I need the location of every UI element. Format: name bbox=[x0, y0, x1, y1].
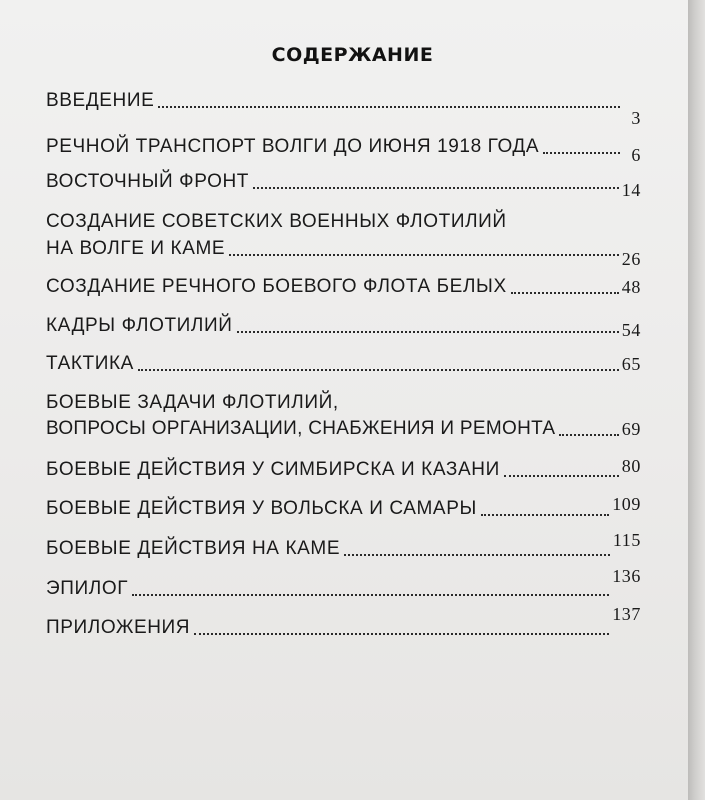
dot-leader bbox=[481, 513, 609, 516]
dot-leader bbox=[543, 151, 620, 154]
toc-entry-river-transport bbox=[46, 136, 641, 165]
dot-leader bbox=[559, 433, 618, 436]
toc-page-number: 65 bbox=[621, 354, 641, 374]
toc-entry-title: РЕЧНОЙ ТРАНСПОРТ ВОЛГИ ДО ИЮНЯ 1918 ГОДА bbox=[46, 136, 540, 157]
toc-page-number: 3 bbox=[631, 108, 641, 128]
toc-entry-kama bbox=[46, 530, 641, 560]
toc-entry-title: БОЕВЫЕ ДЕЙСТВИЯ У СИМБИРСКА И КАЗАНИ bbox=[46, 459, 500, 480]
dot-leader bbox=[344, 553, 610, 556]
dot-leader bbox=[511, 291, 619, 294]
toc-entry-white-fleet bbox=[46, 276, 641, 298]
toc-entry-simbirsk-kazan bbox=[46, 456, 641, 481]
table-of-contents bbox=[46, 90, 641, 639]
toc-page-number: 137 bbox=[612, 604, 641, 624]
toc-entry-title: БОЕВЫЕ ДЕЙСТВИЯ У ВОЛЬСКА И САМАРЫ bbox=[46, 498, 477, 519]
toc-entry-epilogue bbox=[46, 566, 641, 600]
toc-entry-volsk-samara bbox=[46, 494, 641, 520]
page-edge bbox=[688, 0, 705, 800]
toc-page-number: 48 bbox=[621, 277, 641, 297]
dot-leader bbox=[158, 105, 620, 108]
dot-leader bbox=[132, 593, 609, 596]
toc-entry-soviet-flotillas bbox=[46, 211, 641, 269]
dot-leader bbox=[138, 368, 619, 371]
toc-entry-personnel bbox=[46, 315, 641, 340]
toc-page-number: 54 bbox=[621, 320, 641, 340]
toc-entry-tactics bbox=[46, 353, 641, 375]
toc-page-number: 115 bbox=[612, 530, 641, 550]
toc-entry-title: ВВЕДЕНИЕ bbox=[46, 90, 155, 111]
toc-entry-appendices bbox=[46, 604, 641, 639]
toc-entry-title: БОЕВЫЕ ДЕЙСТВИЯ НА КАМЕ bbox=[46, 538, 341, 559]
page-title: СОДЕРЖАНИЕ bbox=[271, 44, 434, 66]
toc-entry-title: СОЗДАНИЕ РЕЧНОГО БОЕВОГО ФЛОТА БЕЛЫХ bbox=[46, 276, 507, 297]
toc-page-number: 6 bbox=[631, 145, 641, 165]
toc-page-number: 14 bbox=[621, 180, 641, 200]
dot-leader bbox=[194, 632, 609, 635]
toc-entry-title: ПРИЛОЖЕНИЯ bbox=[46, 617, 191, 638]
toc-entry-title: ТАКТИКА bbox=[46, 353, 134, 374]
toc-page-number: 109 bbox=[612, 494, 641, 514]
dot-leader bbox=[237, 330, 619, 333]
toc-entry-title-line: БОЕВЫЕ ЗАДАЧИ ФЛОТИЛИЙ, bbox=[46, 392, 339, 413]
toc-entry-title: КАДРЫ ФЛОТИЛИЙ bbox=[46, 315, 233, 336]
toc-page-number: 80 bbox=[621, 456, 641, 476]
toc-entry-title: ВОПРОСЫ ОРГАНИЗАЦИИ, СНАБЖЕНИЯ И РЕМОНТА bbox=[46, 418, 556, 439]
toc-page-number: 26 bbox=[621, 249, 641, 269]
toc-entry-title: НА ВОЛГЕ И КАМЕ bbox=[46, 238, 226, 259]
toc-page-number: 69 bbox=[621, 419, 641, 439]
dot-leader bbox=[253, 186, 619, 189]
toc-entry-combat-tasks bbox=[46, 392, 641, 440]
toc-page-number: 136 bbox=[612, 566, 641, 586]
dot-leader bbox=[229, 253, 619, 256]
toc-entry-title-line: СОЗДАНИЕ СОВЕТСКИХ ВОЕННЫХ ФЛОТИЛИЙ bbox=[46, 211, 507, 232]
toc-entry-introduction bbox=[46, 90, 641, 128]
toc-entry-title: ВОСТОЧНЫЙ ФРОНТ bbox=[46, 171, 249, 192]
toc-entry-title: ЭПИЛОГ bbox=[46, 578, 129, 599]
toc-entry-eastern-front bbox=[46, 171, 641, 200]
dot-leader bbox=[504, 474, 619, 477]
